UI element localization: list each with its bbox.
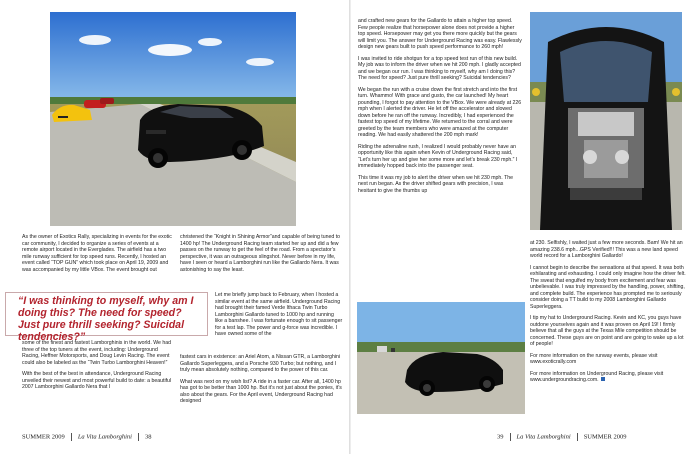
paragraph: I cannot begin to describe the sensations at that speed. It was both exhilarating and exhausting. I could only imagine how the driver felt. The sweat that engulfed my body from excitement and fear was unbelievable. I was truly impressed by the handling, power, shifting, and complete build. The experience has prompted me to seriously consider doing a TT build to my 2008 Lamborghini Gallardo Superleggera.: [530, 264, 686, 310]
footer-magazine: La Vita Lamborghini: [516, 433, 571, 441]
paragraph: and crafted new gears for the Gallardo to attain a higher top speed. Few people realize that horsepower alone does not provide a higher top speed. Horsepower may get you there more quickly but the gears will limit you. The answer for Underground Racing was easy. Flawlessly design new gears built to push speed performance to 260 mph!: [358, 18, 522, 50]
paragraph: christened the “Knight in Shining Armor”and capable of being tuned to 1400 hp! The Underground Racing team started her up and did a few passes on the runway to get the feel of the road. From a spectator’s perspective, it was an outrageous slingshot. Never before in my life, have I seen or heard a Lamborghini run like the Gallardo Nera. It was astonishing to say the least.: [180, 234, 341, 273]
paragraph: This time it was my job to alert the driver when we hit 230 mph. The next run began. As the driver shifted gears with precision, I was hesitant to give the thumbs up: [358, 174, 514, 194]
paragraph: I tip my hat to Underground Racing. Kevin and KC, you guys have outdone yourselves again and it was proven on April 19! I firmly believe that all the guys at the Texas Mile competition should be concerned. These guys are on point and are going to wake up a lot of people!: [530, 315, 684, 347]
pull-quote: “I was thinking to myself, why am I doing this? The need for speed? Just pure thrill seeking? Suicidal tendencies?”: [18, 295, 194, 343]
paragraph: For more information on the runway events, please visit www.exoticrally.com: [530, 352, 658, 365]
column-2-mid: [215, 292, 343, 343]
footer-divider: [71, 433, 72, 441]
paragraph: Let me briefly jump back to February, when I hosted a similar event at the same airfield. Underground Racing had brought their famed Verde Ithaca Twin Turbo Lamborghini Gallardo tuned to 1000 hp and running like a banshee. I was fortunate enough to sit passenger for a test lap. The power and g-force was incredible. I have owned some of the: [215, 292, 343, 337]
footer-left: [22, 433, 152, 441]
footer-divider: [510, 433, 511, 441]
paragraph: What was next on my wish list? A ride in a faster car. After all, 1400 hp has got to be better than 1000 hp. But it’s not just about the ponies, it’s also about the gears. For the April event, Underground Racing had designed: [180, 378, 342, 404]
page-number: 39: [497, 433, 504, 441]
column-3: [358, 18, 522, 199]
paragraph: We began the run with a cruise down the first stretch and into the first turn. Whammo! With grace and gusto, the car launched! My heart pounding, I forgot to pay attention to the VBox. We were already at 226 mph when I alerted the driver. He let off the accelerator and slowed down before he ran off the runway. Incredibly, I had experienced the fastest top speed of my lifetime. We returned to the corral and were greeted by the team members who were amazed at the computer reading. We had easily shattered the 200 mph mark!: [358, 86, 522, 138]
closing-paragraph-text: For more information on Underground Racing, please visit www.undergroundracing.com.: [530, 370, 664, 383]
paragraph: [530, 371, 686, 384]
paragraph: I was invited to ride shotgun for a top speed test run of this new build. My job was to inform the driver when we hit 200 mph. I gladly accepted and we began our run. I was thinking to myself, why am I doing this? The need for speed? Just pure thrill seeking? Suicidal tendencies?: [358, 55, 521, 81]
footer-season: SUMMER 2009: [22, 433, 65, 441]
footer-right: [497, 433, 627, 441]
paragraph: some of the finest and fastest Lamborghinis in the world. We had three of the top tuners at the event, including: Underground Racing, Heffner Motorsports, and Doug Levin Racing. The event could also be labeled as the “Twin Turbo Lamborghini Heaven!”: [22, 340, 171, 366]
page-gutter: [349, 0, 351, 454]
paragraph: As the owner of Exotics Rally, specializing in events for the exotic car community, I decided to organize a series of events at a remote airport located in the Everglades. The airfield has a two mile runway sufficient for top speed runs. Recently, I hosted an event called “TOP GUN” which took place on April 19, 2009 and was accompanied by my little VBox. The event brought out: [22, 234, 172, 273]
column-1: [22, 234, 172, 278]
footer-magazine: La Vita Lamborghini: [77, 433, 132, 441]
paragraph: fastest cars in existence: an Ariel Atom, a Nissan GTR, a Lamborghini Gallardo Superleggera, and a Porsche 930 Turbo; but nothing, and I truly mean absolutely nothing, compared to the power of this car.: [180, 354, 341, 373]
column-4: [530, 240, 686, 389]
footer-season: SUMMER 2009: [583, 433, 627, 441]
column-2-top: [180, 234, 342, 278]
end-mark-icon: [601, 377, 605, 381]
paragraph: at 230. Selfishly, I waited just a few more seconds. Bam! We hit an amazing 238.6 mph...GPS Verified!!! This was a new land speed world record for a Lamborghini Gallardo!: [530, 240, 683, 259]
footer-divider: [138, 433, 139, 441]
column-1-lower: [22, 340, 172, 396]
runway-side-photo: [357, 302, 525, 414]
page-number: 38: [145, 433, 152, 441]
runway-car-photo: [50, 12, 296, 226]
paragraph: Riding the adrenaline rush, I realized I would probably never have an opportunity like this again when Kevin of Underground Racing said, “Let’s turn her up and give her some more and let’s break 230 mph.” I immediately hopped back into the passenger seat.: [358, 143, 518, 169]
engine-bay-photo: [530, 12, 682, 230]
paragraph: With the best of the best in attendance, Underground Racing unveiled their newest and most powerful build to date: a beautiful 2007 Lamborghini Gallardo Nera that I: [22, 371, 172, 390]
footer-divider: [577, 433, 578, 441]
column-2-bottom: [180, 354, 342, 410]
